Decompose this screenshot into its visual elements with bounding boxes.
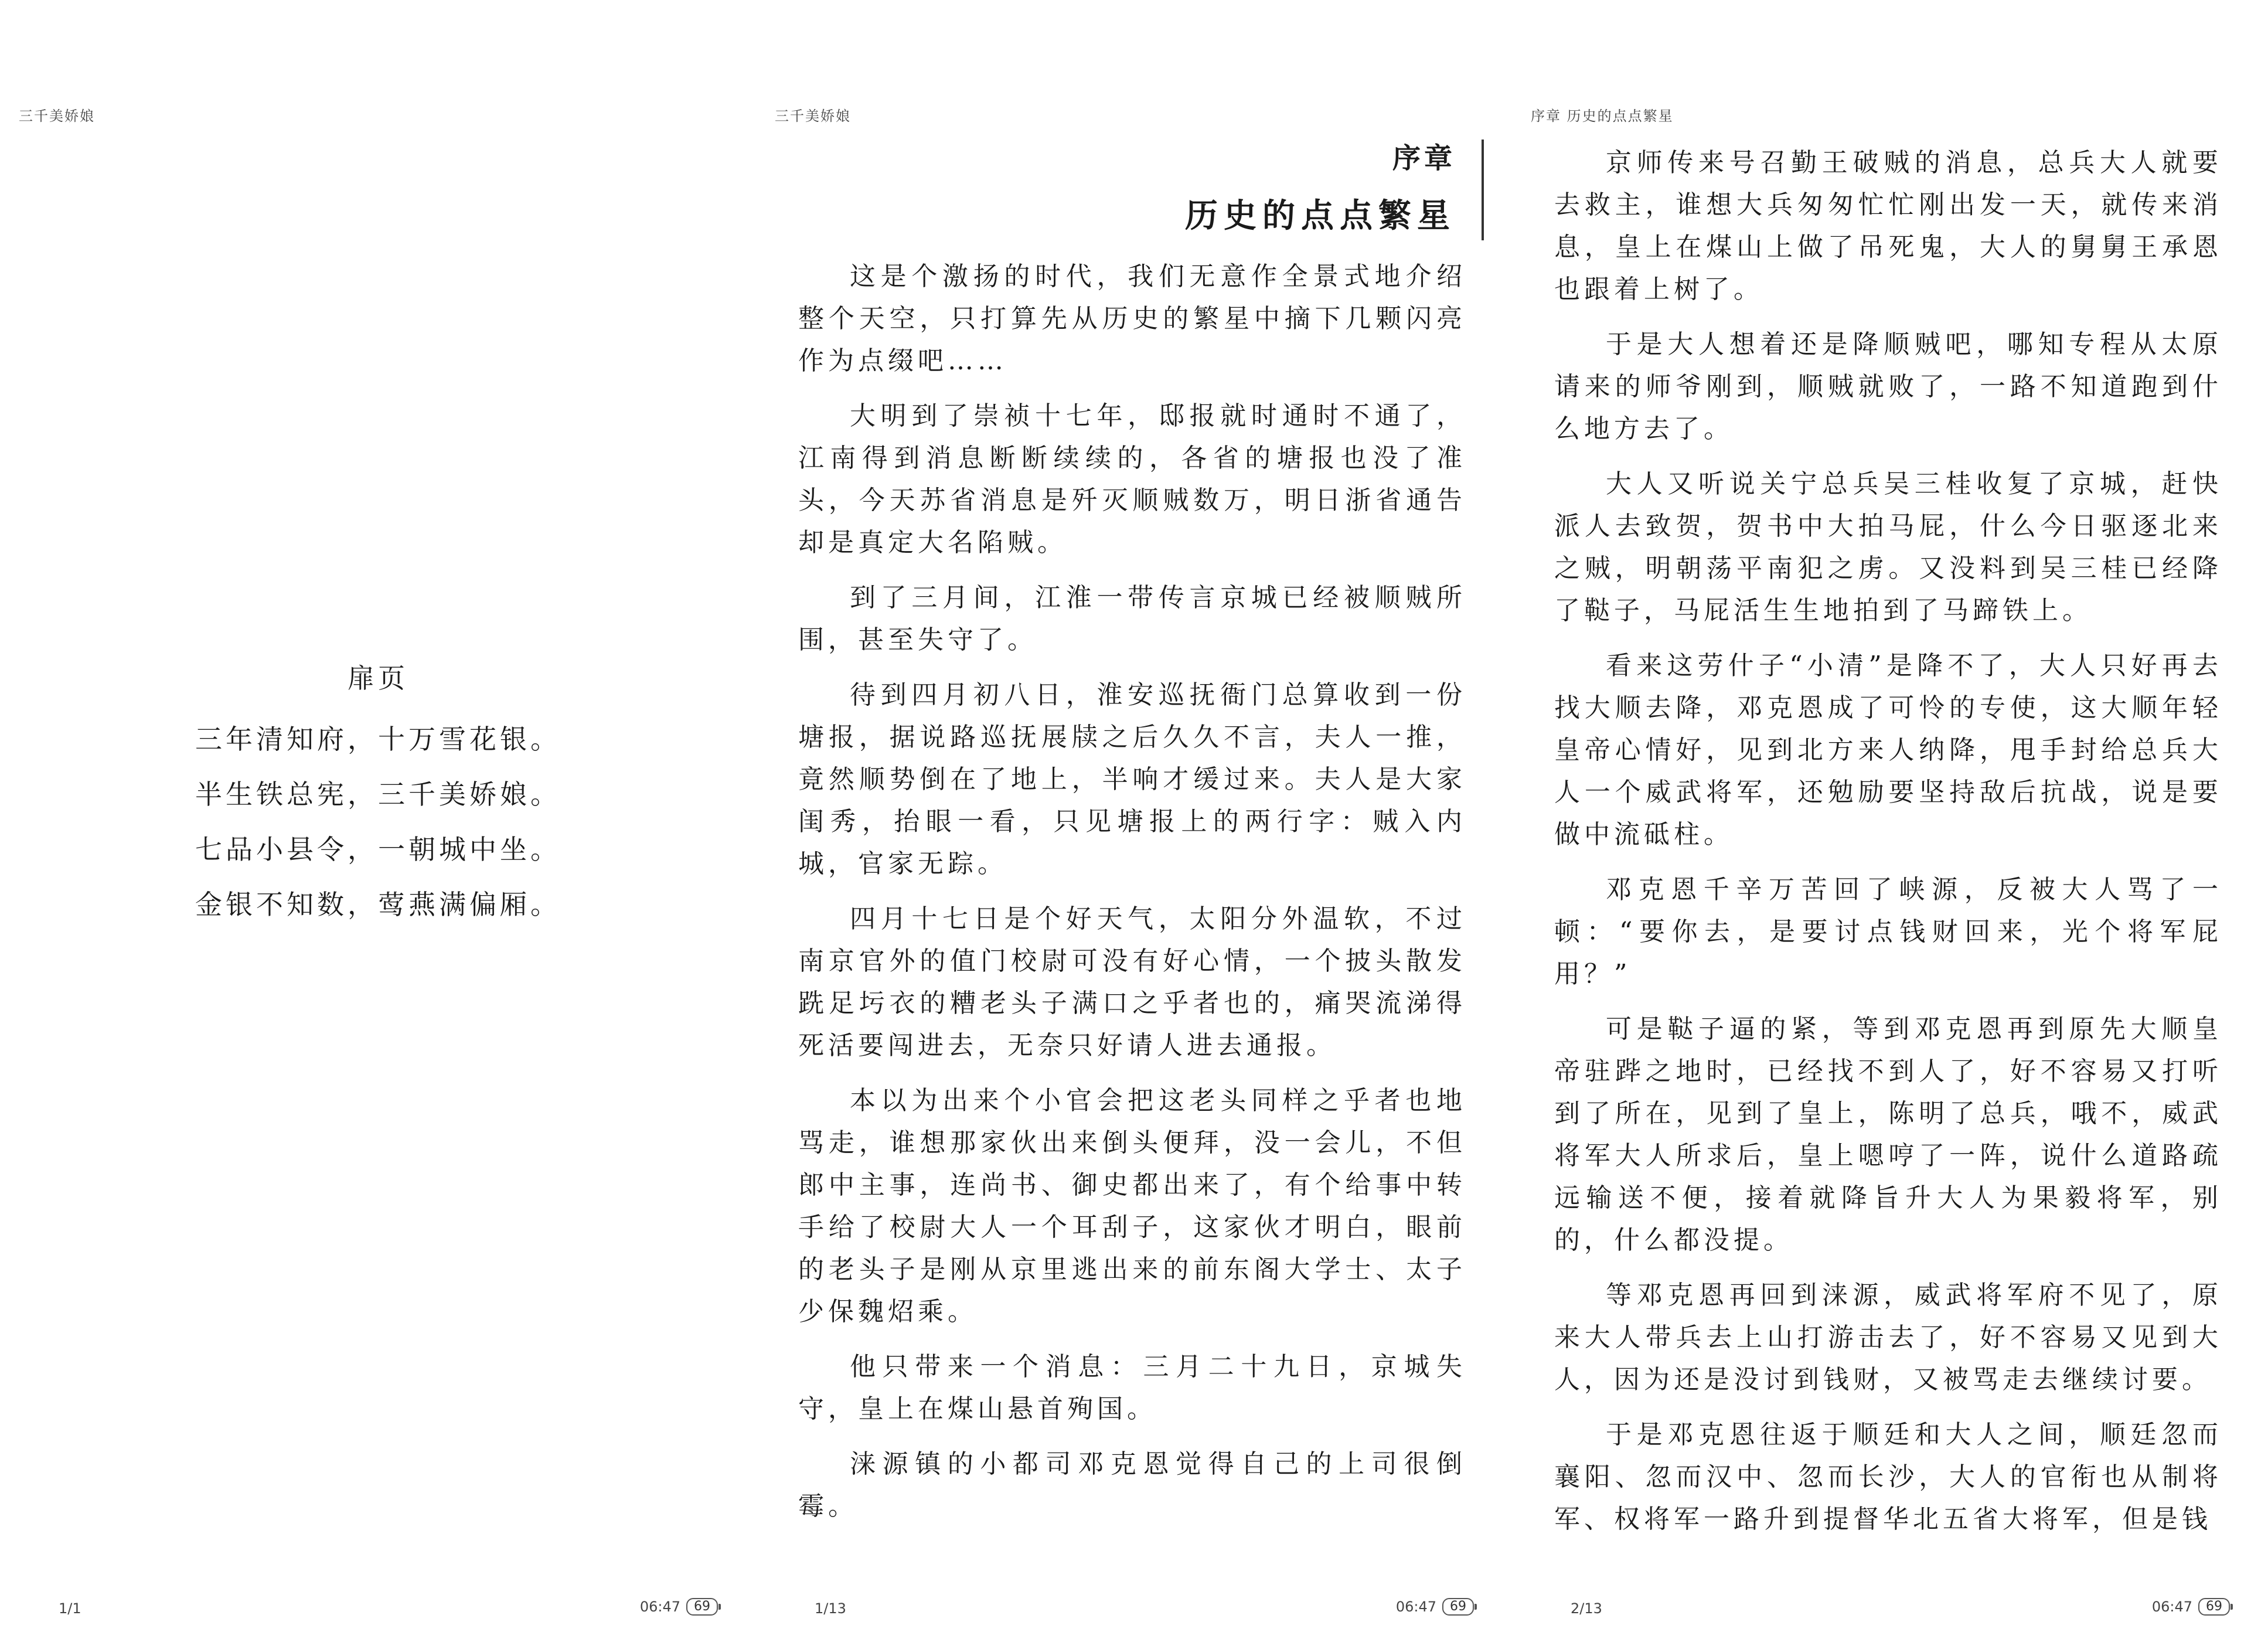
paragraph: 到了三月间，江淮一带传言京城已经被顺贼所围，甚至失守了。 — [798, 583, 1466, 655]
clock: 06:47 — [1395, 1599, 1436, 1615]
battery-tip — [1474, 1604, 1477, 1610]
status-bar — [1396, 1598, 1477, 1616]
poem-line: 七品小县令，一朝城中坐。 — [195, 834, 561, 865]
paragraph: 涞源镇的小都司邓克恩觉得自己的上司很倒霉。 — [798, 1449, 1466, 1521]
paragraph: 看来这劳什子“小清”是降不了，大人只好再去找大顺去降，邓克恩成了可怜的专使，这大顺年轻皇帝心情好，见到北方来人纳降，甩手封给总兵大人一个威武将军，还勉励要坚持敌后抗战，说是要做中流砥柱。 — [1554, 651, 2222, 849]
status-bar — [640, 1598, 721, 1616]
paragraph: 可是鞑子逼的紧，等到邓克恩再到原先大顺皇帝驻跸之地时，已经找不到人了，好不容易又打听到了所在，见到了皇上，陈明了总兵，哦不，威武将军大人所求后，皇上嗯哼了一阵，说什么道路疏远输送不便，接着就降旨升大人为果毅将军，别的，什么都没提。 — [1554, 1014, 2222, 1255]
page-body — [1554, 142, 2222, 1553]
poem-line: 三年清知府，十万雪花银。 — [195, 723, 561, 755]
battery-level: 69 — [2198, 1598, 2230, 1616]
paragraph: 四月十七日是个好天气，太阳分外温软，不过南京官外的值门校尉可没有好心情，一个披头散发跣足圬衣的糟老头子满口之乎者也的，痛哭流涕得死活要闯进去，无奈只好请人进去通报。 — [798, 904, 1466, 1060]
paragraph: 于是大人想着还是降顺贼吧，哪知专程从太原请来的师爷刚到，顺贼就败了，一路不知道跑到什么地方去了。 — [1554, 329, 2222, 444]
battery-level: 69 — [686, 1598, 718, 1616]
battery-icon — [2198, 1598, 2233, 1616]
chapter-heading — [1046, 140, 1484, 240]
paragraph: 大人又听说关宁总兵吴三桂收复了京城，赶快派人去致贺，贺书中大拍马屁，什么今日驱逐北来之贼，明朝荡平南犯之虏。又没料到吴三桂已经降了鞑子，马屁活生生地拍到了马蹄铁上。 — [1554, 469, 2222, 625]
reader-page-chapter-start[interactable] — [756, 0, 1512, 1639]
flyleaf-content — [0, 659, 756, 941]
battery-level: 69 — [1442, 1598, 1474, 1616]
paragraph: 于是邓克恩往返于顺廷和大人之间，顺廷忽而襄阳、忽而汉中、忽而长沙，大人的官衔也从制将军、权将军一路升到提督华北五省大将军，但是钱 — [1554, 1420, 2222, 1534]
running-head: 序章 历史的点点繁星 — [1531, 108, 1674, 124]
clock: 06:47 — [639, 1599, 680, 1615]
poem-line: 金银不知数，莺燕满偏厢。 — [195, 889, 561, 920]
paragraph: 大明到了崇祯十七年，邸报就时通时不通了，江南得到消息断断续续的，各省的塘报也没了准头，今天苏省消息是歼灭顺贼数万，明日浙省通告却是真定大名陷贼。 — [798, 401, 1466, 557]
paragraph: 待到四月初八日，淮安巡抚衙门总算收到一份塘报，据说路巡抚展牍之后久久不言，夫人一推，竟然顺势倒在了地上，半响才缓过来。夫人是大家闺秀，抬眼一看，只见塘报上的两行字：贼入内城，官家无踪。 — [798, 680, 1466, 879]
status-bar — [2152, 1598, 2233, 1616]
paragraph: 等邓克恩再回到涞源，威武将军府不见了，原来大人带兵去上山打游击去了，好不容易又见到大人，因为还是没讨到钱财，又被骂走去继续讨要。 — [1554, 1280, 2222, 1395]
battery-tip — [2230, 1604, 2233, 1610]
running-head: 三千美娇娘 — [19, 108, 95, 124]
reader-page-flyleaf[interactable] — [0, 0, 756, 1639]
running-head: 三千美娇娘 — [775, 108, 851, 124]
battery-tip — [718, 1604, 721, 1610]
reader-page-text[interactable] — [1512, 0, 2268, 1639]
battery-icon — [686, 1598, 721, 1616]
page-body — [798, 256, 1466, 1541]
battery-icon — [1442, 1598, 1477, 1616]
flyleaf-title: 扉页 — [348, 662, 408, 694]
paragraph: 这是个激扬的时代，我们无意作全景式地介绍整个天空，只打算先从历史的繁星中摘下几颗闪亮作为点缀吧…… — [798, 261, 1466, 376]
chapter-number: 序章 — [1392, 142, 1456, 175]
paragraph: 京师传来号召勤王破贼的消息，总兵大人就要去救主，谁想大兵匆匆忙忙刚出发一天，就传来消息，皇上在煤山上做了吊死鬼，大人的舅舅王承恩也跟着上树了。 — [1554, 148, 2222, 304]
chapter-title: 历史的点点繁星 — [1185, 196, 1456, 235]
paragraph: 他只带来一个消息：三月二十九日，京城失守，皇上在煤山悬首殉国。 — [798, 1352, 1466, 1424]
page-number: 1/1 — [59, 1600, 81, 1617]
poem-line: 半生铁总宪，三千美娇娘。 — [195, 778, 561, 810]
page-number: 1/13 — [815, 1600, 846, 1617]
page-number: 2/13 — [1571, 1600, 1602, 1617]
clock: 06:47 — [2151, 1599, 2192, 1615]
paragraph: 本以为出来个小官会把这老头同样之乎者也地骂走，谁想那家伙出来倒头便拜，没一会儿，不但郎中主事，连尚书、御史都出来了，有个给事中转手给了校尉大人一个耳刮子，这家伙才明白，眼前的老头子是刚从京里逃出来的前东阁大学士、太子少保魏炤乘。 — [798, 1086, 1466, 1327]
paragraph: 邓克恩千辛万苦回了峡源，反被大人骂了一顿：“要你去，是要讨点钱财回来，光个将军屁用？” — [1554, 875, 2222, 989]
